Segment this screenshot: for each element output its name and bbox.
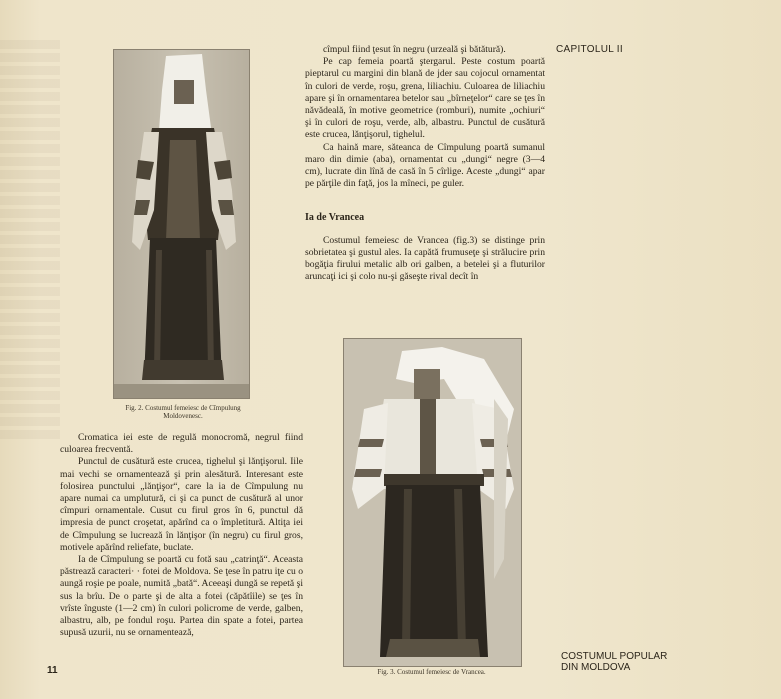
section-title: Ia de Vrancea (305, 212, 365, 224)
figure-2-photo (113, 49, 250, 399)
paragraph: Cromatica iei este de regulă monocromă, negrul fiind culoarea frecventă. (60, 432, 303, 456)
paragraph: Ia de Cîmpulung se poartă cu fotă sau „catrinţă“. Aceasta păstrează caracteri· · fotei de Moldova. Se ţese în patru iţe cu o aungă roşie pe poale, numită „bată“. Aceeaşi dungă se repetă şi sus la brîu. De o parte şi de alta a fotei (căpătîile) se ţes în vrîste înguste (1—2 cm) în culori policrome de verde, galben, albastru, alb, pe fondul roşu. Partea din spate a fotei, partea supusă uzurii, nu se ornamentează, (60, 554, 303, 639)
figure-3-caption (343, 668, 520, 676)
left-text-column (60, 432, 303, 639)
page-number: 11 (47, 665, 58, 676)
paragraph: Costumul femeiesc de Vrancea (fig.3) se distinge prin sobrietatea şi gustul ales. Ia capătă frumuseţe şi strălucire prin bogăţia firului metalic alb ori galben, a betelei şi a fluturilor aruncaţi ici şi colo nu-şi găseşte rival decît în (305, 234, 545, 283)
bleed-through-text (0, 40, 60, 440)
chapter-header: CAPITOLUL II (556, 44, 623, 55)
paragraph: Pe cap femeia poartă ştergarul. Peste costum poartă pieptarul cu margini din blană de jder sau cojocul ornamentat în culori de verde, roşu, grena, liliachiu. Culoarea de liliachiu apare şi în ornamentarea betelor sau „bîrneţelor“ care se ţes în năvădeală, în motive geometrice (romburi), numite „ochiuri“ şi în culori de roşu, verde, alb, albastru. Punctul de cusătură este crucea, lănţişorul, tighelul. (305, 56, 545, 141)
paragraph: Ca haină mare, săteanca de Cîmpulung poartă sumanul maro din dimie (aba), ornamentat cu „dungi“ negre (3—4 cm), lucrate din lînă de casă în 5 cîrlige. Aceste „dungi“ apar pe părţile din faţă, jos la mîneci, pe guler. (305, 141, 545, 190)
figure-2-costume-illustration (114, 50, 249, 398)
figure-2-caption-line2: Moldovenesc. (163, 412, 203, 420)
figure-3-costume-illustration (344, 339, 521, 666)
figure-2-caption (108, 404, 258, 420)
paragraph: cîmpul fiind ţesut în negru (urzeală şi bătătură). (323, 44, 506, 55)
figure-3-caption-line1: Fig. 3. Costumul femeiesc de Vrancea. (377, 668, 486, 676)
footer-line1: COSTUMUL POPULAR (561, 651, 668, 662)
figure-3-photo (343, 338, 522, 667)
footer-line2: DIN MOLDOVA (561, 662, 631, 673)
book-title-footer (561, 651, 667, 673)
right-text-column (305, 44, 545, 283)
paragraph: Punctul de cusătură este crucea, tighelul şi lănţişorul. Iile mai vechi se ornamentează şi prin alesătură. Interesant este folosirea punctului „lănţişor“, care la ia de Cîmpulung nu apare numai ca umplutură, ci şi ca punct de cusătură al unor cîmpuri ornamentale. Cusut cu firul gros în 6, punctul dă impresia de punct croşetat, apărînd ca o împletitură. Altiţa iei de Cîmpulung se lucrează în lănţişor (în negru) cu firul gros, motivele apărînd reliefate, buclate. (60, 456, 303, 553)
figure-2-caption-line1: Fig. 2. Costumul femeiesc de Cîmpulung (125, 404, 241, 412)
